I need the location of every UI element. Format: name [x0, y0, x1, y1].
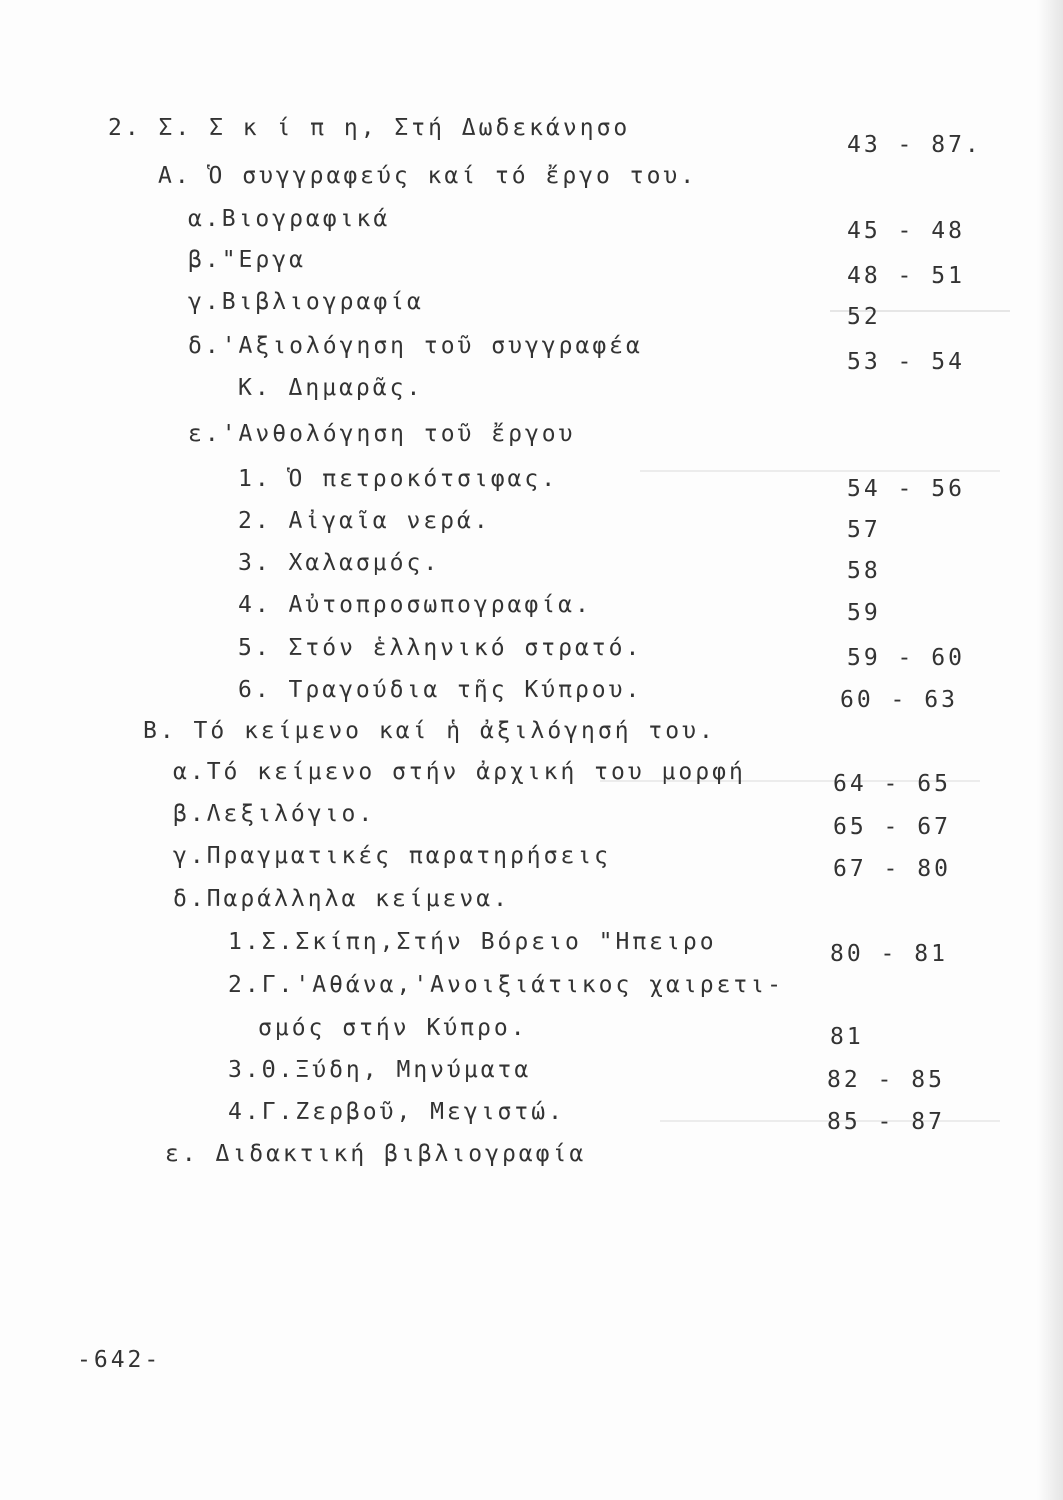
toc-page-range: 65 - 67 — [833, 814, 951, 840]
toc-page-range: 48 - 51 — [847, 263, 965, 289]
toc-entry: α.Βιογραφικά — [188, 206, 391, 232]
toc-entry: β."Εργα — [188, 247, 306, 273]
toc-page-range: 80 - 81 — [830, 941, 948, 967]
toc-page-range: 60 - 63 — [840, 687, 958, 713]
toc-entry: β.Λεξιλόγιο. — [173, 801, 376, 827]
toc-entry: 3.Θ.Ξύδη, Μηνύματα — [228, 1057, 532, 1083]
toc-entry: ε.'Ανθολόγηση τοῦ ἔργου — [188, 421, 576, 447]
toc-entry: 1.Σ.Σκίπη,Στήν Βόρειο "Ηπειρο — [228, 929, 717, 955]
toc-page-range: 54 - 56 — [847, 476, 965, 502]
toc-entry: σμός στήν Κύπρο. — [258, 1015, 528, 1041]
toc-page-range: 52 — [847, 304, 881, 330]
toc-page-range: 58 — [847, 558, 881, 584]
toc-entry: 4.Γ.Ζερβοῦ, Μεγιστώ. — [228, 1099, 565, 1125]
toc-entry: 1. Ὁ πετροκότσιφας. — [238, 466, 559, 492]
toc-entry: 2. Αἰγαῖα νερά. — [238, 508, 491, 534]
toc-page-range: 45 - 48 — [847, 218, 965, 244]
toc-entry: Κ. Δημαρᾶς. — [238, 375, 424, 401]
page-number: -642- — [77, 1347, 162, 1373]
toc-page-range: 82 - 85 — [827, 1067, 945, 1093]
toc-page-range: 67 - 80 — [833, 856, 951, 882]
toc-entry: γ.Βιβλιογραφία — [188, 289, 424, 315]
toc-page-range: 59 - 60 — [847, 645, 965, 671]
toc-entry: δ.'Αξιολόγηση τοῦ συγγραφέα — [188, 333, 643, 359]
toc-entry: γ.Πραγματικές παρατηρήσεις — [173, 843, 612, 869]
toc-page-range: 59 — [847, 600, 881, 626]
toc-page-range: 43 - 87. — [847, 132, 982, 158]
toc-page-range: 53 - 54 — [847, 349, 965, 375]
toc-entry: Β. Τό κείμενο καί ἡ ἀξιλόγησή του. — [143, 718, 716, 744]
toc-entry: 2.Γ.'Αθάνα,'Ανοιξιάτικος χαιρετι- — [228, 972, 784, 998]
toc-entry: 2. Σ. Σ κ ί π η, Στή Δωδεκάνησο — [108, 115, 631, 141]
toc-entry: 3. Χαλασμός. — [238, 550, 441, 576]
toc-entry: 6. Τραγούδια τῆς Κύπρου. — [238, 677, 643, 703]
toc-entry: α.Τό κείμενο στήν ἀρχική του μορφή — [173, 759, 746, 785]
toc-entry: 4. Αὐτοπροσωπογραφία. — [238, 592, 592, 618]
toc-entry: δ.Παράλληλα κείμενα. — [173, 886, 510, 912]
toc-page-range: 57 — [847, 517, 881, 543]
toc-entry: 5. Στόν ἑλληνικό στρατό. — [238, 635, 643, 661]
page-edge-shadow — [1037, 0, 1063, 1500]
toc-page-range: 85 - 87 — [827, 1109, 945, 1135]
toc-entry: ε. Διδακτική βιβλιογραφία — [165, 1141, 587, 1167]
toc-page-range: 64 - 65 — [833, 771, 951, 797]
toc-page-range: 81 — [830, 1024, 864, 1050]
toc-entry: Α. Ὁ συγγραφεύς καί τό ἔργο του. — [158, 163, 698, 189]
